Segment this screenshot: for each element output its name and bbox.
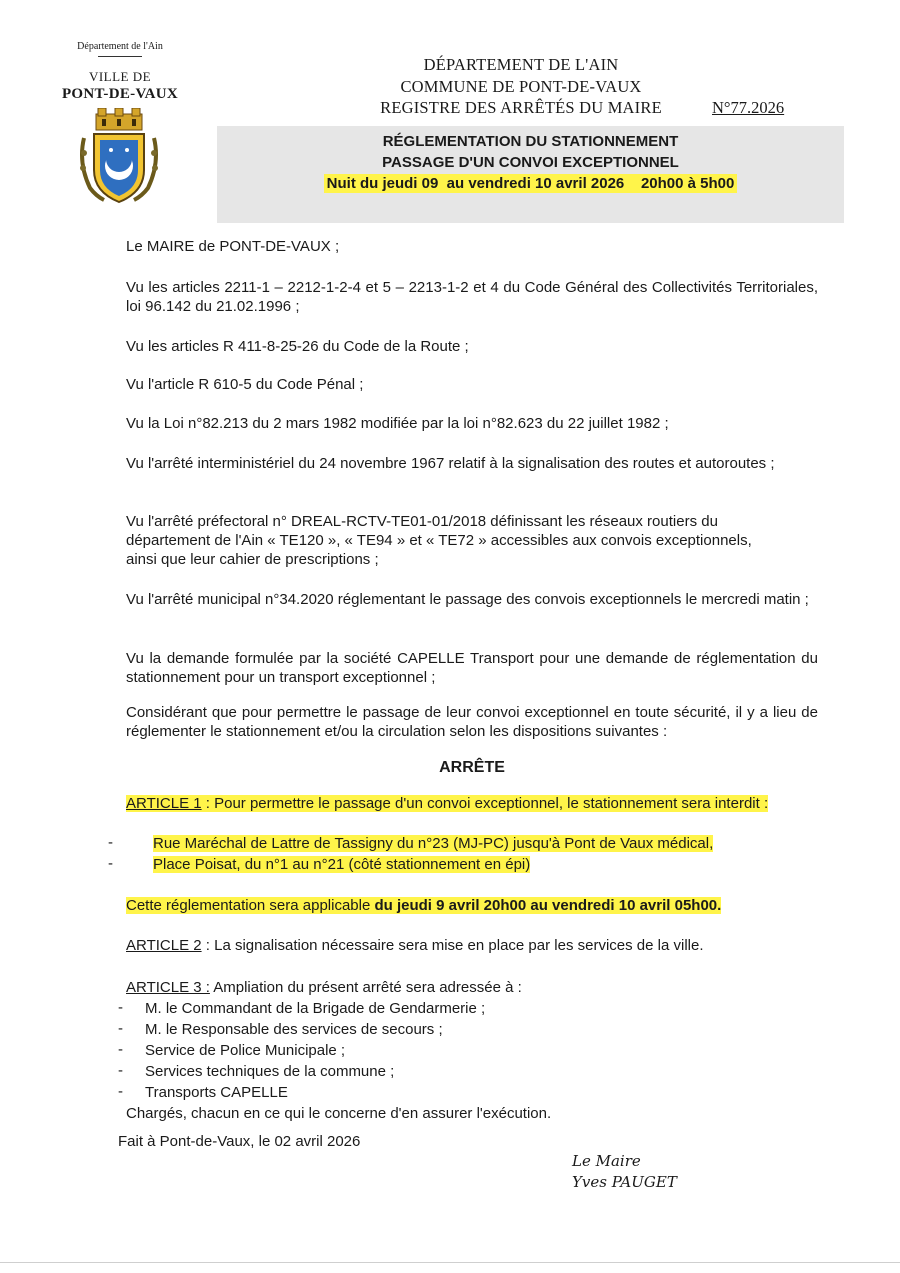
- arrete-number: N°77.2026: [712, 98, 785, 117]
- arrete-heading: ARRÊTE: [439, 759, 505, 776]
- vu-arrete-interministeriel: Vu l'arrêté interministériel du 24 novembre 1967 relatif à la signalisation des routes et autoroutes ;: [126, 455, 775, 472]
- article-3: [126, 978, 818, 997]
- department-small-caption: Département de l'Ain: [77, 41, 163, 52]
- caption-underline: [98, 56, 142, 57]
- article-2: [126, 936, 818, 955]
- header-department: DÉPARTEMENT DE L'AIN: [423, 55, 619, 74]
- page-edge: [0, 1262, 900, 1263]
- list-dash: -: [118, 1083, 123, 1100]
- applicable-dates: du jeudi 9 avril 20h00 au vendredi 10 avril 05h00.: [374, 897, 722, 914]
- fait-a: Fait à Pont-de-Vaux, le 02 avril 2026: [118, 1133, 361, 1150]
- article-2-label: ARTICLE 2: [126, 937, 202, 954]
- article-1-label: ARTICLE 1: [126, 795, 202, 812]
- list-dash: -: [108, 855, 113, 872]
- article-1-item-1-text: Rue Maréchal de Lattre de Tassigny du n°23 (MJ-PC) jusqu'à Pont de Vaux médical,: [153, 835, 714, 852]
- considerant: Considérant que pour permettre le passage de leur convoi exceptionnel en toute sécurité, il y a lieu de réglementer le stationnement et/ou la circulation selon les dispositions suivantes :: [126, 704, 818, 740]
- applicable-period: [126, 896, 818, 915]
- article-1-item-2: [153, 855, 530, 874]
- applicable-text: Cette réglementation sera applicable: [126, 897, 375, 914]
- article-3-label: ARTICLE 3 :: [126, 979, 210, 996]
- maire-line: Le MAIRE de PONT-DE-VAUX ;: [126, 238, 340, 255]
- closing-statement: Chargés, chacun en ce qui le concerne d'en assurer l'exécution.: [126, 1105, 552, 1122]
- vu-arrete-prefectoral: [126, 512, 818, 569]
- title-line-1: RÉGLEMENTATION DU STATIONNEMENT: [382, 133, 679, 150]
- title-date-highlight: Nuit du jeudi 09 au vendredi 10 avril 2026 20h00 à 5h00: [324, 174, 738, 193]
- vu-prefectoral-line-2: département de l'Ain « TE120 », « TE94 » et « TE72 » accessibles aux convois exceptionnels,: [126, 532, 752, 549]
- recipient-4: Services techniques de la commune ;: [145, 1063, 395, 1080]
- vu-loi-1982: Vu la Loi n°82.213 du 2 mars 1982 modifiée par la loi n°82.623 du 22 juillet 1982 ;: [126, 415, 669, 432]
- vu-cgct: Vu les articles 2211-1 – 2212-1-2-4 et 5 – 2213-1-2 et 4 du Code Général des Collectivités Territoriales, loi 96.142 du 21.02.1996 ;: [126, 279, 818, 315]
- header-registre: REGISTRE DES ARRÊTÉS DU MAIRE: [380, 98, 662, 117]
- recipient-5: Transports CAPELLE: [145, 1084, 288, 1101]
- article-1-item-2-text: Place Poisat, du n°1 au n°21 (côté stationnement en épi): [153, 856, 531, 873]
- recipient-2: M. le Responsable des services de secours ;: [145, 1021, 443, 1038]
- recipient-3: Service de Police Municipale ;: [145, 1042, 346, 1059]
- list-dash: -: [118, 1041, 123, 1058]
- vu-code-penal: Vu l'article R 610-5 du Code Pénal ;: [126, 376, 364, 393]
- article-1: [126, 794, 818, 813]
- vu-code-route: Vu les articles R 411-8-25-26 du Code de la Route ;: [126, 338, 469, 355]
- signature-name: Yves PAUGET: [572, 1173, 677, 1191]
- applicable-highlight: [126, 897, 721, 914]
- vu-prefectoral-line-1: Vu l'arrêté préfectoral n° DREAL-RCTV-TE01-01/2018 définissant les réseaux routiers du: [126, 513, 718, 530]
- article-3-text: Ampliation du présent arrêté sera adressée à :: [209, 979, 522, 996]
- city-name: PONT-DE-VAUX: [61, 86, 179, 102]
- vu-demande-capelle: Vu la demande formulée par la société CAPELLE Transport pour une demande de réglementation du stationnement pour un transport exceptionnel ;: [126, 650, 818, 686]
- signature-block: [572, 1151, 677, 1193]
- header-commune: COMMUNE DE PONT-DE-VAUX: [400, 77, 642, 96]
- article-2-text: : La signalisation nécessaire sera mise en place par les services de la ville.: [201, 937, 704, 954]
- coat-of-arms-icon: [76, 108, 162, 208]
- article-1-text: : Pour permettre le passage d'un convoi exceptionnel, le stationnement sera interdit :: [201, 795, 769, 812]
- list-dash: -: [118, 1062, 123, 1079]
- signature-title: Le Maire: [572, 1152, 641, 1170]
- article-1-highlight: [126, 795, 768, 812]
- list-dash: -: [118, 1020, 123, 1037]
- vu-prefectoral-line-3: ainsi que leur cahier de prescriptions ;: [126, 551, 379, 568]
- article-1-item-1: [153, 834, 713, 853]
- vu-arrete-municipal: Vu l'arrêté municipal n°34.2020 réglementant le passage des convois exceptionnels le mercredi matin ;: [126, 591, 809, 608]
- list-dash: -: [118, 999, 123, 1016]
- list-dash: -: [108, 834, 113, 851]
- title-line-3: [217, 175, 844, 192]
- title-line-2: PASSAGE D'UN CONVOI EXCEPTIONNEL: [382, 154, 679, 171]
- recipient-1: M. le Commandant de la Brigade de Gendarmerie ;: [145, 1000, 486, 1017]
- ville-de-label: VILLE DE: [88, 69, 152, 84]
